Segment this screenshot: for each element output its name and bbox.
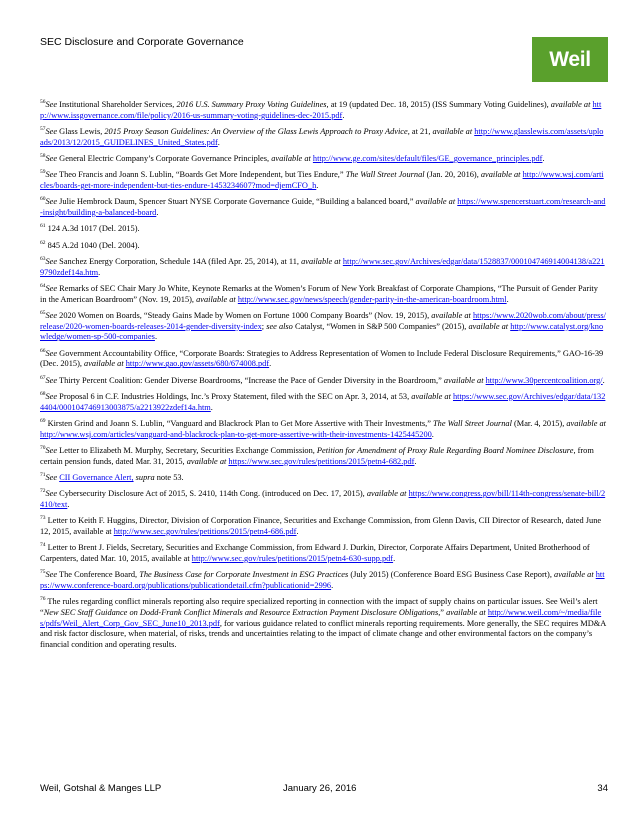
footnote-link[interactable]: https://www.sec.gov/Archives/edgar/data/1324404/000104746913003875/a2213922zdef14a.htm (40, 391, 606, 412)
footnote-number: 75 (40, 569, 46, 576)
footnote-link[interactable]: http://www.catalyst.org/knowledge/women-sp-500-companies (40, 321, 604, 342)
footnote-text: . (154, 332, 158, 342)
footnote-italic-text: available at (468, 321, 509, 331)
footnote-italic-text: See (45, 154, 58, 163)
footnote-number: 65 (40, 310, 46, 317)
footnote-italic-text: See (45, 256, 58, 266)
weil-logo: Weil (532, 37, 608, 82)
footnotes-list (40, 100, 606, 656)
footnote-link[interactable]: http://www.30percentcoalition.org/ (485, 375, 603, 385)
footnote-text: . (431, 429, 434, 439)
footnote-76 (40, 597, 606, 651)
footnote-italic-text: available at (196, 294, 236, 304)
footnote-text: Letter to Elizabeth M. Murphy, Secretary, Securities Exchange Commission, (57, 445, 317, 455)
footnote-italic-text: The Business Case for Corporate Investment in ESG Practices (139, 570, 349, 580)
footnote-italic-text: 2016 U.S. Summary Proxy Voting Guidelines (176, 100, 327, 109)
footnote-italic-text: 2015 Proxy Season Guidelines: An Overview of the Glass Lewis Approach to Proxy Advice (104, 127, 408, 136)
footnote-link[interactable]: https://www.sec.gov/rules/petitions/2015/petn4-682.pdf (228, 456, 415, 466)
footnote-italic-text: available at (566, 418, 606, 428)
footnote-italic-text: See (45, 570, 58, 580)
footnote-link[interactable]: https://www.spencerstuart.com/research-and-insight/building-a-balanced-board (40, 197, 606, 217)
footnote-text: Sanchez Energy Corporation, Schedule 14A (filed Apr. 25, 2014), at 11, (57, 256, 302, 266)
footnote-text: . (342, 110, 345, 120)
footnote-text: . (542, 154, 545, 163)
footnote-text: . (414, 456, 417, 466)
footnote-text: General Electric Company’s Corporate Governance Principles, (57, 154, 272, 163)
footnote-number: 69 (40, 418, 46, 425)
footnote-text: . (269, 359, 272, 369)
footnote-link[interactable]: https://www.2020wob.com/about/press/release/2020-women-boards-releases-2014-gender-diversity-index (40, 310, 606, 331)
footnote-italic-text: available at (415, 197, 456, 207)
footnote-italic-text: See (45, 100, 58, 109)
footnote-text: The rules regarding conflict minerals reporting also require specialized reporting in connection with the impact of supply chains on particular issues. See Weil’s alert “ (40, 597, 598, 617)
footnote-number: 57 (40, 126, 46, 133)
footnote-text: , from certain pension funds, dated Mar. 31, 2015, (40, 445, 594, 466)
footnote-number: 74 (40, 542, 46, 549)
footnote-56 (40, 100, 606, 121)
footnote-link[interactable]: CII Governance Alert, (59, 472, 134, 482)
footnote-text: Institutional Shareholder Services, (57, 100, 177, 109)
footnote-73 (40, 516, 606, 537)
footnote-italic-text: available at (431, 310, 471, 320)
footnote-link[interactable]: http://www.gao.gov/assets/680/674008.pdf (125, 359, 270, 369)
footer-date: January 26, 2016 (283, 783, 357, 794)
footnote-italic-text: available at (411, 391, 451, 401)
footnote-text: . (506, 294, 509, 304)
footnote-italic-text: available at (301, 256, 341, 266)
footnote-italic-text: See (45, 310, 58, 320)
footnote-number: 70 (40, 445, 46, 452)
page-footer (40, 783, 608, 797)
footnote-67 (40, 376, 606, 387)
footnote-number: 71 (40, 472, 46, 479)
footnote-link[interactable]: http://www.weil.com/~/media/files/pdfs/Weil_Alert_Corp_Gov_SEC_June10_2013.pdf (40, 607, 602, 628)
footnote-link[interactable]: http://www.wsj.com/articles/boards-get-more-independent-but-ties-endure-1453234607?mod=djemCFO_h (40, 170, 604, 190)
footnote-text: Letter to Keith F. Huggins, Director, Division of Corporation Finance, Securities and Exchange Commission, from Glenn Davis, CII Director of Research, dated June 12, 2015, available at (40, 516, 602, 536)
footnote-number: 61 (40, 223, 46, 230)
footnote-66 (40, 349, 606, 370)
footnote-62 (40, 241, 606, 252)
footnote-italic-text: See (45, 472, 58, 482)
footnote-text: Thirty Percent Coalition: Gender Diverse Boardrooms, “Increase the Pace of Gender Diversity in the Boardroom,” (57, 375, 444, 385)
footnote-text: ,” (438, 607, 447, 617)
footnote-link[interactable]: http://www.sec.gov/Archives/edgar/data/1528837/000104746914004138/a2219790zdef14a.htm (40, 256, 605, 277)
footnote-text: ; (261, 321, 267, 331)
footnote-57 (40, 127, 606, 148)
footnote-72 (40, 489, 606, 510)
footnote-italic-text: See (45, 197, 58, 207)
footnote-italic-text: See (45, 348, 58, 358)
footnote-text: The Conference Board, (57, 570, 140, 580)
footnote-text: 2020 Women on Boards, “Steady Gains Made by Women on Fortune 1000 Company Boards” (Nov. 19, 2015), (57, 310, 432, 320)
footnote-number: 66 (40, 347, 46, 354)
footnote-text: Catalyst, “Women in S&P 500 Companies” (2015), (292, 321, 469, 331)
footnote-74 (40, 543, 606, 564)
footnote-italic-text: available at (446, 607, 486, 617)
footnote-text: note 53. (154, 472, 184, 482)
footnote-link[interactable]: http://www.ge.com/sites/default/files/GE_governance_principles.pdf (312, 154, 543, 163)
footnote-59 (40, 170, 606, 191)
footnote-link[interactable]: https://www.congress.gov/bill/114th-congress/senate-bill/2410/text (40, 489, 606, 509)
footnote-text: Kirsten Grind and Joann S. Lublin, “Vanguard and Blackrock Plan to Get More Assertive with Their Investments,” (45, 418, 434, 428)
footnote-text: (Mar. 4, 2015), (511, 418, 567, 428)
footnote-italic-text: See (45, 489, 58, 499)
footnote-italic-text: New SEC Staff Guidance on Dodd-Frank Conflict Minerals and Resource Extraction Payment Disclosure Obligations (43, 607, 439, 617)
footnote-link[interactable]: http://www.issgovernance.com/file/policy/2016-us-summary-voting-guidelines-dec-2015.pdf (40, 100, 602, 120)
footnote-italic-text: available at (186, 456, 227, 466)
footnote-68 (40, 392, 606, 413)
footnote-italic-text: available at (271, 154, 311, 163)
footnote-link[interactable]: http://www.wsj.com/articles/vanguard-and-blackrock-plan-to-get-more-assertive-with-their-investments-1425445200 (40, 429, 432, 439)
footnote-63 (40, 257, 606, 278)
footnote-text: . (217, 137, 220, 147)
footnote-number: 59 (40, 169, 46, 176)
footnote-italic-text: See (45, 375, 58, 385)
footnote-text: , at 19 (updated Dec. 18, 2015) (ISS Summary Voting Guidelines), (326, 100, 551, 109)
footnote-text: Cybersecurity Disclosure Act of 2015, S. 2410, 114th Cong. (introduced on Dec. 17, 2015), (57, 489, 367, 499)
footnote-text: . (98, 267, 101, 277)
footnote-69 (40, 419, 606, 440)
footnote-text: Remarks of SEC Chair Mary Jo White, Keynote Remarks at the Women’s Forum of New York Breakfast of Corporate Champions, “The Pursuit of Gender Parity in the American Boardroom” (Nov. 19, 2015), (40, 283, 598, 304)
footnote-italic-text: See (45, 283, 58, 293)
footnote-number: 68 (40, 391, 46, 398)
footnote-text: Julie Hembrock Daum, Spencer Stuart NYSE Corporate Governance Guide, “Building a balanced board,” (57, 197, 416, 207)
footnote-italic-text: The Wall Street Journal (433, 418, 512, 428)
footnote-italic-text: The Wall Street Journal (345, 170, 425, 180)
footnote-number: 73 (40, 515, 46, 522)
footnote-70 (40, 446, 606, 467)
footnote-text: . (316, 181, 319, 190)
footnote-58 (40, 154, 606, 165)
footnote-number: 76 (40, 596, 46, 603)
footnote-italic-text: See (45, 391, 58, 401)
footnote-text: . (331, 580, 334, 590)
footnote-text: 845 A.2d 1040 (Del. 2004). (45, 240, 140, 250)
footnote-link[interactable]: http://www.sec.gov/rules/petitions/2015/petn4-686.pdf (113, 526, 297, 536)
footnote-link[interactable]: https://www.conference-board.org/publications/publicationdetail.cfm?publicationid=2996 (40, 570, 605, 590)
footnote-number: 56 (40, 99, 46, 106)
footnote-text: . (67, 499, 70, 509)
footnote-text: (July 2015) (Conference Board ESG Business Case Report), (348, 570, 555, 580)
footnote-italic-text: available at (550, 100, 591, 109)
header-title: SEC Disclosure and Corporate Governance (40, 36, 244, 48)
footnote-italic-text: available at (480, 170, 521, 180)
footnote-text: (Jan. 20, 2016), (424, 170, 481, 180)
footnote-number: 58 (40, 153, 46, 160)
footnote-number: 67 (40, 374, 46, 381)
footnote-text: , for various guidance related to conflict minerals reporting requirements. More generally, the SEC requires MD&A and risk factor disclosure, when material, of risks, trends and uncertainties relating to the impact of climate change and other environmental factors on the company’s financial condition and operating results. (40, 618, 606, 649)
footer-firm: Weil, Gotshal & Manges LLP (40, 783, 162, 794)
footnote-text: Proposal 6 in C.F. Industries Holdings, Inc.’s Proxy Statement, filed with the SEC on Apr. 3, 2014, at 53, (57, 391, 412, 401)
footnote-italic-text: available at (84, 359, 124, 369)
footnote-text: , at 21, (407, 127, 433, 136)
footnote-text: . (210, 402, 213, 412)
footnote-italic-text: supra (135, 472, 155, 482)
footnote-number: 72 (40, 488, 46, 495)
footnote-link[interactable]: http://www.sec.gov/rules/petitions/2015/petn4-630-supp.pdf (191, 553, 394, 563)
footnote-number: 60 (40, 196, 46, 203)
footnote-text: Theo Francis and Joann S. Lublin, “Boards Get More Independent, but Ties Endure,” (57, 170, 346, 180)
footnote-64 (40, 284, 606, 305)
footnote-italic-text: see also (266, 321, 293, 331)
footnote-text: . (393, 553, 396, 563)
page-number: 34 (597, 783, 608, 794)
footnote-italic-text: See (45, 127, 58, 136)
footnote-60 (40, 197, 606, 218)
footnote-italic-text: available at (443, 375, 484, 385)
footnote-number: 62 (40, 239, 46, 246)
footnote-italic-text: available at (366, 489, 407, 499)
footnote-italic-text: See (45, 170, 58, 180)
footnote-link[interactable]: http://www.glasslewis.com/assets/uploads/2013/12/2015_GUIDELINES_United_States.pdf (40, 127, 604, 147)
footnote-75 (40, 570, 606, 591)
footnote-text: Letter to Brent J. Fields, Secretary, Securities and Exchange Commission, from Edward J. Durkin, Director, Corporate Affairs Department, United Brotherhood of Carpenters, dated Mar. 10, 2015, available at (40, 543, 590, 563)
footnote-italic-text: See (45, 445, 58, 455)
footnote-71 (40, 473, 606, 484)
footnote-text: Glass Lewis, (57, 127, 105, 136)
footnote-text: Government Accountability Office, “Corporate Boards: Strategies to Address Representation of Women to Include Federal Disclosure Requirements,” GAO-16-39 (Dec. 2015), (40, 348, 604, 369)
footnote-text: . (296, 526, 299, 536)
footnote-65 (40, 311, 606, 343)
footnote-number: 63 (40, 256, 46, 263)
footnote-text: . (602, 375, 605, 385)
footnote-italic-text: available at (432, 127, 473, 136)
footnote-italic-text: Petition for Amendment of Proxy Rule Regarding Board Nominee Disclosure (316, 445, 574, 455)
footnote-text: . (156, 208, 159, 217)
footnote-link[interactable]: http://www.sec.gov/news/speech/gender-parity-in-the-american-boardroom.html (237, 294, 507, 304)
footnote-61 (40, 224, 606, 235)
footnote-number: 64 (40, 283, 46, 290)
footnote-italic-text: available at (554, 570, 594, 580)
footnote-text: 124 A.3d 1017 (Del. 2015). (45, 224, 140, 234)
